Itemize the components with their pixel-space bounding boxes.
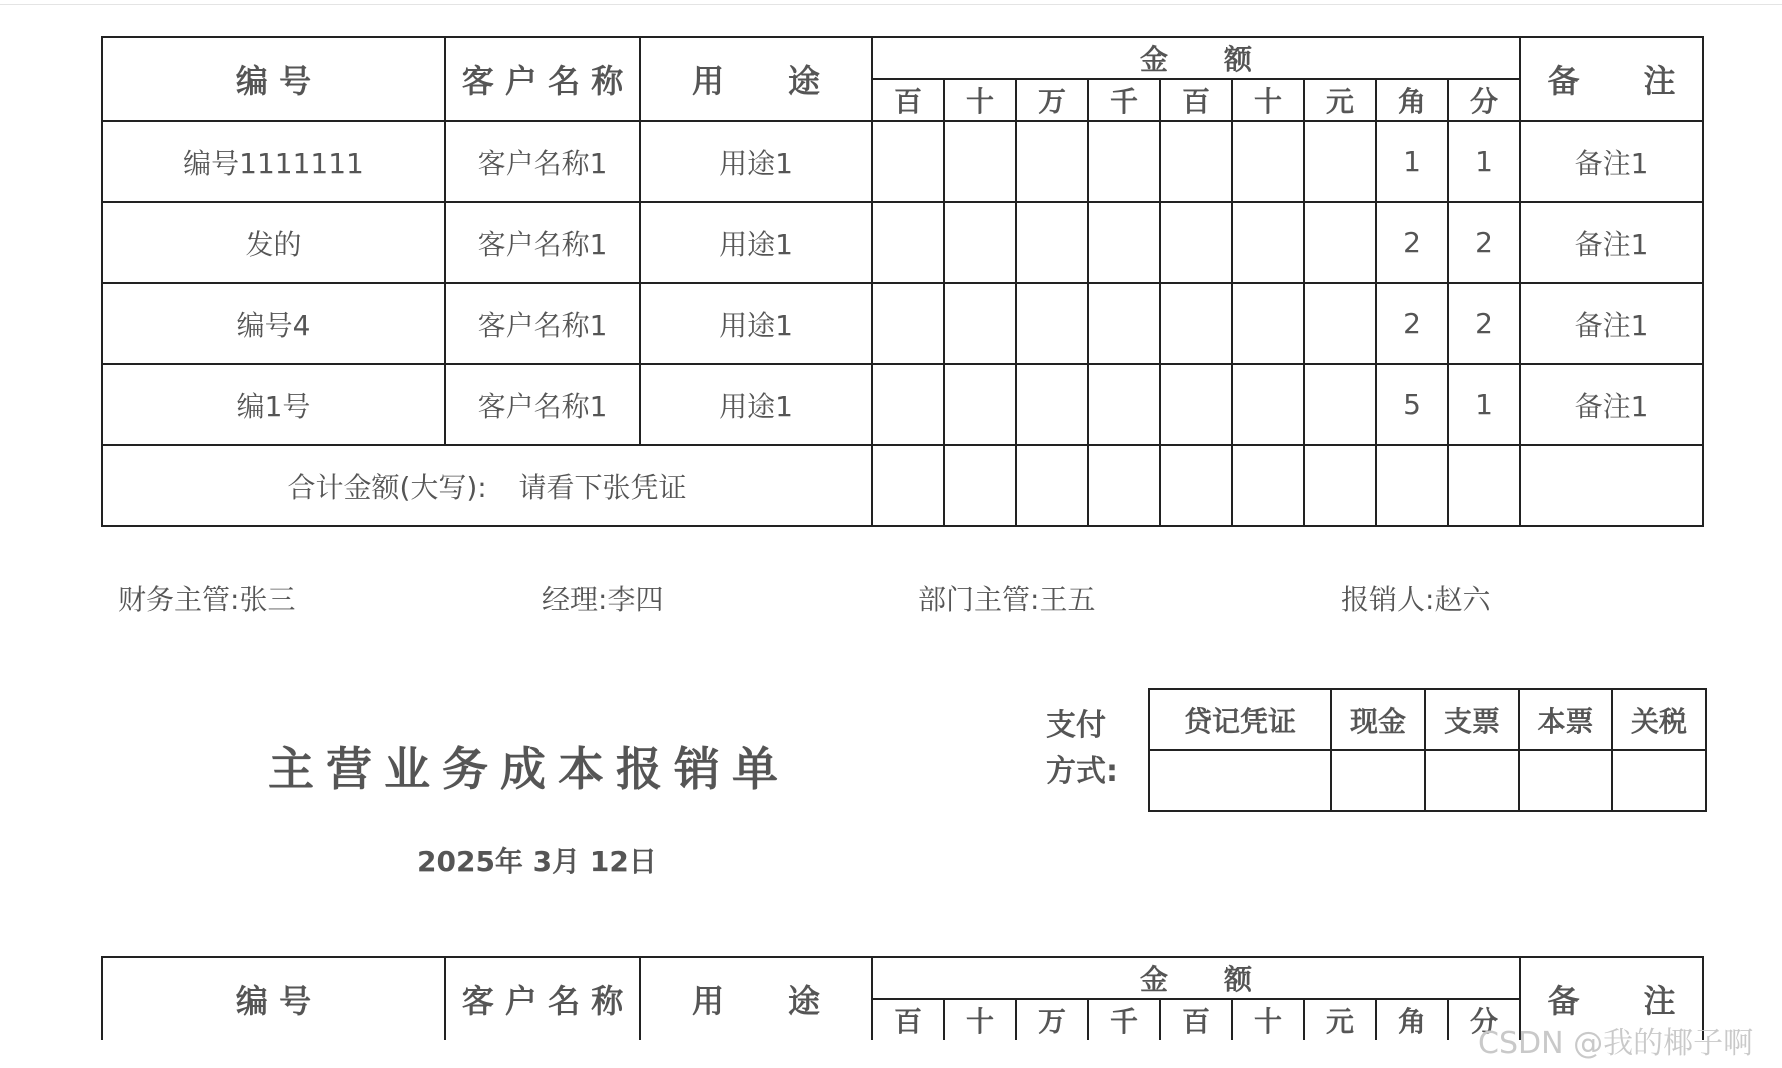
header-digit: 百: [1160, 999, 1232, 1040]
row-remark: 备注1: [1520, 364, 1703, 445]
row-digit: [944, 121, 1016, 202]
header-remark: 备 注: [1520, 957, 1703, 1040]
total-value: 请看下张凭证: [518, 470, 687, 504]
payment-label: [1046, 703, 1124, 795]
header-digit: 万: [1016, 79, 1088, 121]
payment-cell: [1612, 750, 1706, 811]
table-row: [102, 364, 1703, 445]
header-digit: 元: [1304, 79, 1376, 121]
row-digit: [1160, 121, 1232, 202]
header-customer: 客 户 名 称: [445, 957, 640, 1040]
row-digit: [872, 121, 944, 202]
signature-finance-label: 财务主管:: [118, 583, 240, 616]
top-divider: [0, 4, 1782, 5]
header-code: 编 号: [102, 37, 445, 121]
header-code: 编 号: [102, 957, 445, 1040]
row-digit: [1160, 364, 1232, 445]
row-digit: 2: [1448, 283, 1520, 364]
header-digit: 角: [1376, 79, 1448, 121]
row-digit: [1088, 364, 1160, 445]
row-digit: [1160, 202, 1232, 283]
total-digit: [944, 445, 1016, 526]
header-digit: 十: [1232, 999, 1304, 1040]
row-code: 编号4: [102, 283, 445, 364]
header-purpose: 用 途: [640, 957, 872, 1040]
payment-method-promissory: 本票: [1519, 689, 1612, 750]
row-digit: 1: [1448, 364, 1520, 445]
payment-cell: [1425, 750, 1519, 811]
header-digit: 分: [1448, 999, 1520, 1040]
row-code: 编1号: [102, 364, 445, 445]
row-digit: [1304, 364, 1376, 445]
row-digit: [1016, 202, 1088, 283]
row-digit: [1016, 364, 1088, 445]
row-digit: [1304, 121, 1376, 202]
signature-claimant-name: 赵六: [1434, 583, 1491, 616]
header-digit: 分: [1448, 79, 1520, 121]
header-digit: 角: [1376, 999, 1448, 1040]
payment-method-cash: 现金: [1331, 689, 1425, 750]
row-customer: 客户名称1: [445, 121, 640, 202]
total-digit: [1304, 445, 1376, 526]
expense-table-page-2: [101, 956, 1704, 1040]
row-digit: [944, 364, 1016, 445]
row-digit: [1232, 283, 1304, 364]
row-digit: 2: [1376, 202, 1448, 283]
total-row: [102, 445, 1703, 526]
payment-label-line1: 支付: [1046, 708, 1106, 743]
row-digit: [1304, 202, 1376, 283]
row-digit: 2: [1448, 202, 1520, 283]
header-amount: 金 额: [872, 37, 1520, 79]
total-digit: [872, 445, 944, 526]
total-digit: [1232, 445, 1304, 526]
watermark: CSDN @我的椰子啊: [1478, 1026, 1754, 1061]
form-title: 主营业务成本报销单: [268, 742, 790, 796]
row-digit: [1088, 121, 1160, 202]
header-digit: 十: [944, 79, 1016, 121]
total-digit: [1160, 445, 1232, 526]
total-label: 合计金额(大写):: [287, 470, 487, 504]
row-digit: 1: [1376, 121, 1448, 202]
header-digit: 千: [1088, 79, 1160, 121]
signature-manager-label: 经理:: [542, 583, 608, 616]
header-digit: 百: [1160, 79, 1232, 121]
row-digit: [1232, 121, 1304, 202]
payment-method-customs: 关税: [1612, 689, 1706, 750]
row-remark: 备注1: [1520, 121, 1703, 202]
signature-manager-name: 李四: [607, 583, 664, 616]
header-digit: 百: [872, 999, 944, 1040]
total-digit: [1376, 445, 1448, 526]
row-code: 编号1111111: [102, 121, 445, 202]
row-remark: 备注1: [1520, 202, 1703, 283]
row-digit: [1088, 202, 1160, 283]
row-digit: 1: [1448, 121, 1520, 202]
row-digit: [944, 202, 1016, 283]
row-purpose: 用途1: [640, 202, 872, 283]
header-digit: 百: [872, 79, 944, 121]
row-purpose: 用途1: [640, 283, 872, 364]
table-row: [102, 121, 1703, 202]
header-customer: 客 户 名 称: [445, 37, 640, 121]
table-row: [102, 202, 1703, 283]
row-digit: 5: [1376, 364, 1448, 445]
header-purpose: 用 途: [640, 37, 872, 121]
total-cell: [102, 445, 872, 526]
row-digit: [1088, 283, 1160, 364]
row-digit: 2: [1376, 283, 1448, 364]
signature-claimant: [1341, 578, 1490, 618]
row-purpose: 用途1: [640, 121, 872, 202]
row-customer: 客户名称1: [445, 283, 640, 364]
payment-method-check: 支票: [1425, 689, 1519, 750]
total-digit: [1016, 445, 1088, 526]
expense-table-page-1: [101, 36, 1704, 527]
row-remark: 备注1: [1520, 283, 1703, 364]
header-digit: 万: [1016, 999, 1088, 1040]
row-digit: [1304, 283, 1376, 364]
header-digit: 十: [944, 999, 1016, 1040]
header-digit: 十: [1232, 79, 1304, 121]
row-code: 发的: [102, 202, 445, 283]
total-digit: [1088, 445, 1160, 526]
payment-cell: [1149, 750, 1331, 811]
total-digit: [1448, 445, 1520, 526]
header-digit: 千: [1088, 999, 1160, 1040]
row-digit: [872, 364, 944, 445]
signature-manager: [542, 578, 663, 618]
payment-cell: [1331, 750, 1425, 811]
row-digit: [1160, 283, 1232, 364]
row-digit: [1016, 283, 1088, 364]
row-digit: [1232, 364, 1304, 445]
signature-dept: [918, 578, 1095, 618]
row-digit: [1016, 121, 1088, 202]
form-date: 2025年 3月 12日: [417, 845, 657, 878]
header-digit: 元: [1304, 999, 1376, 1040]
header-amount: 金 额: [872, 957, 1520, 999]
header-remark: 备 注: [1520, 37, 1703, 121]
row-customer: 客户名称1: [445, 202, 640, 283]
row-digit: [1232, 202, 1304, 283]
signature-dept-name: 王五: [1039, 583, 1096, 616]
signature-claimant-label: 报销人:: [1341, 583, 1435, 616]
total-remark: [1520, 445, 1703, 526]
row-customer: 客户名称1: [445, 364, 640, 445]
row-digit: [944, 283, 1016, 364]
signature-finance: [118, 578, 295, 618]
payment-method-credit: 贷记凭证: [1149, 689, 1331, 750]
payment-label-line2: 方式:: [1046, 754, 1118, 789]
signature-finance-name: 张三: [239, 583, 296, 616]
table-row: [102, 283, 1703, 364]
row-digit: [872, 202, 944, 283]
payment-cell: [1519, 750, 1612, 811]
payment-method-table: [1148, 688, 1707, 812]
signature-dept-label: 部门主管:: [918, 583, 1040, 616]
row-digit: [872, 283, 944, 364]
row-purpose: 用途1: [640, 364, 872, 445]
